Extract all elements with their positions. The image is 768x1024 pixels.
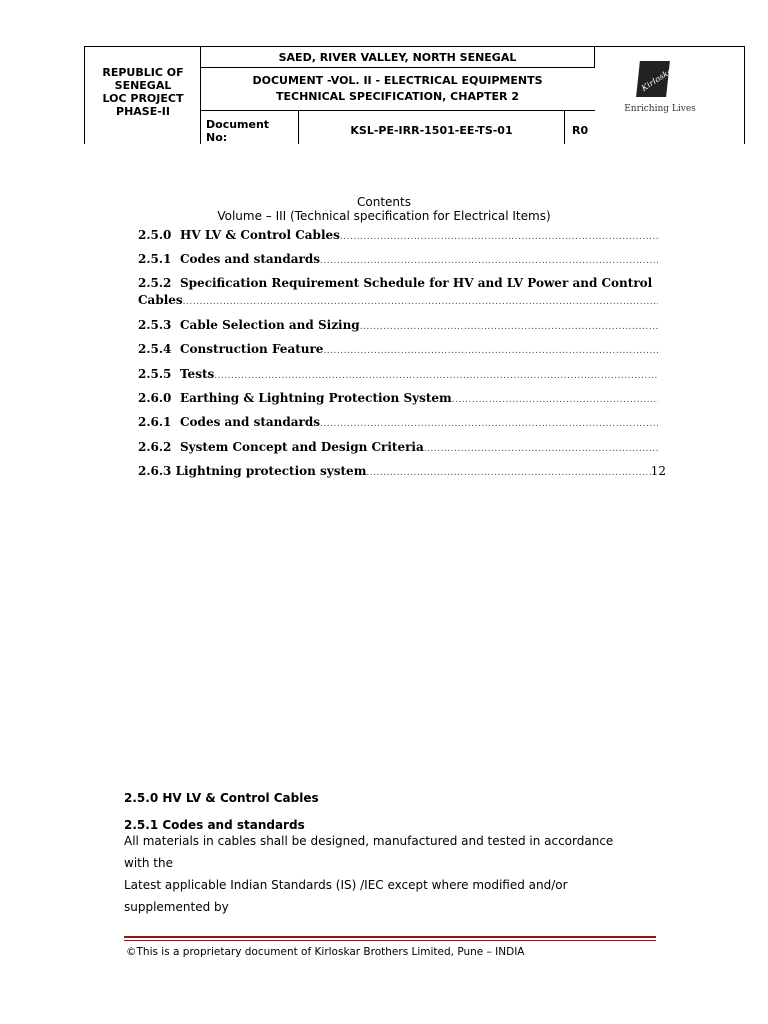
- toc-label: Cable Selection and Sizing: [180, 318, 360, 332]
- toc-entry[interactable]: [138, 251, 658, 269]
- contents-title: Contents: [357, 195, 411, 209]
- paragraph-line: with the: [124, 856, 173, 870]
- document-title-line-2: TECHNICAL SPECIFICATION, CHAPTER 2: [275, 90, 519, 103]
- document-number-label: [206, 118, 269, 144]
- toc-entry[interactable]: [138, 366, 658, 384]
- left-cell-line: LOC PROJECT: [102, 92, 184, 105]
- toc-entry[interactable]: [138, 317, 658, 335]
- document-title: [201, 73, 594, 105]
- toc-label: Tests: [180, 367, 215, 381]
- footer-rule-thin: [124, 940, 656, 941]
- document-number-value: KSL-PE-IRR-1501-EE-TS-01: [350, 124, 513, 137]
- document-header: [84, 46, 745, 144]
- footer-rule: [124, 936, 656, 938]
- toc-number: 2.5.4: [138, 342, 172, 356]
- tagline: Enriching Lives: [624, 104, 696, 114]
- toc-label: Cables: [138, 293, 183, 307]
- toc-entry[interactable]: [138, 227, 658, 245]
- toc-entry[interactable]: [138, 275, 658, 291]
- toc-entry[interactable]: [138, 341, 658, 359]
- toc-leader: [320, 253, 658, 269]
- toc-leader: [366, 465, 650, 481]
- toc-label: HV LV & Control Cables: [180, 228, 340, 242]
- toc-number: 2.5.3: [138, 318, 172, 332]
- toc-entry[interactable]: [138, 439, 658, 457]
- toc-label: Codes and standards: [180, 415, 321, 429]
- left-cell-line: REPUBLIC OF: [102, 66, 184, 79]
- toc-page-number: 12: [650, 464, 666, 478]
- toc-number: 2.5.5: [138, 367, 172, 381]
- toc-number: 2.5.2: [138, 276, 172, 290]
- toc-leader: [214, 368, 658, 384]
- toc-leader: [360, 319, 658, 335]
- contents-subtitle: Volume – III (Technical specification for Electrical Items): [217, 209, 551, 223]
- toc-number: 2.5.0: [138, 228, 172, 242]
- toc-leader: [340, 229, 658, 245]
- logo-text: Kirloskar: [640, 64, 678, 93]
- toc-leader: [183, 294, 658, 310]
- toc-number: 2.6.3: [138, 464, 172, 478]
- revision-value: R0: [572, 124, 589, 137]
- doc-no-label-line: Document: [206, 118, 270, 131]
- toc-label: Construction Feature: [180, 342, 324, 356]
- toc-label: Codes and standards: [180, 252, 321, 266]
- toc-label: Lightning protection system: [175, 464, 367, 478]
- paragraph-line: supplemented by: [124, 900, 229, 914]
- toc-leader: [452, 392, 658, 408]
- toc-label: System Concept and Design Criteria: [180, 440, 424, 454]
- toc-entry-continuation[interactable]: [138, 292, 658, 310]
- toc-label: Earthing & Lightning Protection System: [180, 391, 452, 405]
- toc-entry[interactable]: [138, 390, 658, 408]
- body-paragraph: [124, 830, 654, 918]
- toc-entry[interactable]: [138, 463, 666, 481]
- toc-number: 2.6.2: [138, 440, 172, 454]
- footer-copyright: ©This is a proprietary document of Kirloskar Brothers Limited, Pune – INDIA: [126, 946, 525, 958]
- toc-label: Specification Requirement Schedule for HV and LV Power and Control: [180, 276, 653, 290]
- toc-leader: [323, 343, 658, 359]
- toc-number: 2.6.0: [138, 391, 172, 405]
- toc-leader: [424, 441, 658, 457]
- toc-leader: [320, 416, 658, 432]
- left-cell-line: PHASE-II: [116, 105, 170, 118]
- doc-no-label-line: No:: [206, 131, 228, 144]
- document-title-line-1: DOCUMENT -VOL. II - ELECTRICAL EQUIPMENTS: [252, 74, 543, 87]
- toc-entry[interactable]: [138, 414, 658, 432]
- paragraph-line: All materials in cables shall be designed, manufactured and tested in accordance: [124, 834, 614, 848]
- toc-number: 2.5.1: [138, 252, 172, 266]
- paragraph-line: Latest applicable Indian Standards (IS) /IEC except where modified and/or: [124, 878, 568, 892]
- country-project-cell: [88, 66, 198, 118]
- toc-number: 2.6.1: [138, 415, 172, 429]
- site-title: SAED, RIVER VALLEY, NORTH SENEGAL: [278, 51, 517, 64]
- section-heading-2-5-0: 2.5.0 HV LV & Control Cables: [124, 791, 319, 805]
- kirloskar-logo: [636, 61, 678, 97]
- section-heading-2-5-1: 2.5.1 Codes and standards: [124, 818, 305, 832]
- left-cell-line: SENEGAL: [114, 79, 172, 92]
